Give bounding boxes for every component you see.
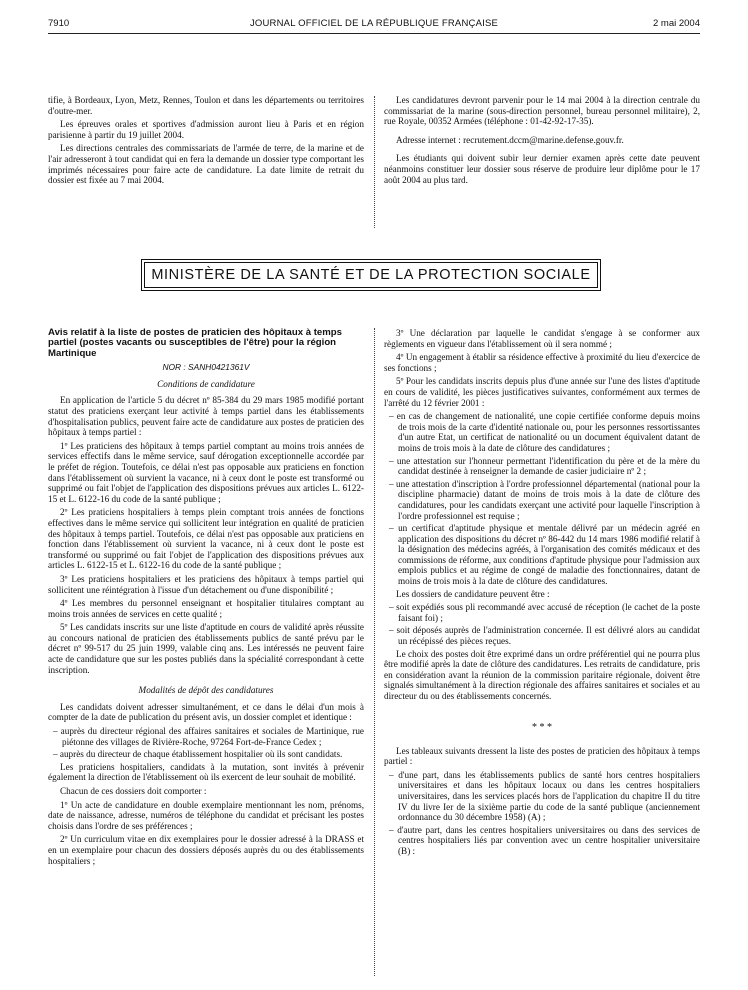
paragraph: En application de l'article 5 du décret nº 85-384 du 29 mars 1985 modifié portant statut des praticiens exerçant leur activité à temps partiel dans les établissements d'hospitalisation publics, peuvent faire acte de candidature aux postes de praticien des hôpitaux à temps partiel :: [48, 395, 364, 438]
paragraph: Les directions centrales des commissariats de l'armée de terre, de la marine et de l'air adresseront à tout candidat qui en fera la demande un dossier type comportant les imprimés nécessaires pour faire acte de candidature. La date limite de retrait du dossier est fixée au 7 mai 2004.: [48, 143, 364, 186]
condition-item: 3º Les praticiens hospitaliers et les praticiens des hôpitaux à temps partiel qui sollicitent une réintégration à l'issue d'un détachement ou d'une disponibilité ;: [48, 573, 364, 595]
dossier-item: 5º Pour les candidats inscrits depuis plus d'une année sur l'une des listes d'aptitude en cours de validité, les pièces justificatives suivantes, conformément aux termes de l'arrêté du 12 février 2001 :: [384, 376, 700, 408]
column-divider: [374, 328, 375, 976]
nor-reference: NOR : SANH0421361V: [162, 362, 250, 373]
paragraph: tifie, à Bordeaux, Lyon, Metz, Rennes, Toulon et dans les départements ou territoires d'outre-mer.: [48, 95, 364, 116]
condition-item: 4º Les membres du personnel enseignant et hospitalier titulaires comptant au moins trois années de services en cette qualité ;: [48, 598, 364, 619]
ministry-heading-box: [144, 262, 598, 288]
paragraph: Les candidatures devront parvenir pour le 14 mai 2004 à la direction centrale du commissariat de la marine (sous-direction personnel, bureau personnel militaire), 2, rue Royale, 00352 Armées (téléphone : 01-42-92-17-35).: [384, 95, 700, 127]
condition-item: 2º Les praticiens hospitaliers à temps plein comptant trois années de fonctions effectives dans le même service qui sollicitent leur intégration en qualité de praticien des hôpitaux à temps partiel. Toutefois, ce délai n'est pas opposable aux praticiens en fonction dans l'établissement où survient la vacance, ni à ceux dont le poste est transformé ou supprimé ou fait l'objet de l'application des dispositions prévues aux articles L. 6122-15 et L. 6122-16 du code de la santé publique ;: [48, 507, 364, 571]
notice-title: Avis relatif à la liste de postes de praticien des hôpitaux à temps partiel (postes vacants ou susceptibles de l'être) pour la région Martinique: [48, 327, 342, 359]
column-divider: [374, 96, 375, 228]
left-column: [48, 328, 364, 869]
issue-date: 2 mai 2004: [652, 18, 700, 29]
paragraph: Les tableaux suivants dressent la liste des postes de praticien des hôpitaux à temps partiel :: [384, 745, 700, 767]
list-item: – soit déposés auprès de l'administration concernée. Il est délivré alors au candidat un récépissé des pièces reçues.: [389, 625, 700, 647]
condition-item: 1º Les praticiens des hôpitaux à temps partiel comptant au moins trois années de services effectifs dans le même service, sauf dérogation exceptionnelle accordée par le préfet de région. Toutefois, ce délai n'est pas opposable aux praticiens en fonction dans l'établissement où survient la vacance, ni à ceux dont le poste est transformé ou supprimé ou fait l'objet de l'application des dispositions prévues aux articles L. 6122-15 et L. 6122-16 du code de la santé publique ;: [48, 440, 364, 504]
list-item: – en cas de changement de nationalité, une copie certifiée conforme depuis moins de trois mois de la carte d'identité nationale ou, pour les personnes ressortissantes d'un autre Etat, un certificat de nationalité ou un document équivalent datant de moins de trois mois à la date de clôture des candidatures ;: [389, 411, 700, 453]
paragraph: Le choix des postes doit être exprimé dans un ordre préférentiel qui ne pourra plus être modifié après la date de clôture des candidatures. Les retraits de candidature, pris en considération avant la réunion de la commission paritaire régionale, doivent être signalés simultanément à la direction régionale des affaires sanitaires et sociales et au directeur du ou des établissements concernés.: [384, 648, 700, 701]
list-item: – un certificat d'aptitude physique et mentale délivré par un médecin agréé en application des dispositions du décret nº 86-442 du 14 mars 1986 modifié relatif à la désignation des médecins agréés, à l'organisation des comités médicaux et des commissions de réforme, aux conditions d'aptitude physique pour l'admission aux emplois publics et au régime de congé de maladie des fonctionnaires, datant de moins de trois mois à la date de clôture des candidatures.: [389, 523, 700, 587]
paragraph: Les étudiants qui doivent subir leur dernier examen après cette date peuvent néanmoins constituer leur dossier sous réserve de produire leur diplôme pour le 17 août 2004 au plus tard.: [384, 153, 700, 185]
paragraph: Les candidats doivent adresser simultanément, et ce dans le délai d'un mois à compter de la date de publication du présent avis, un dossier complet et identique :: [48, 701, 364, 723]
dossier-item: 4º Un engagement à établir sa résidence effective à proximité du lieu d'exercice de ses fonctions ;: [384, 352, 700, 373]
list-item: – auprès du directeur de chaque établissement hospitalier où ils sont candidats.: [53, 749, 343, 760]
ministry-title: MINISTÈRE DE LA SANTÉ ET DE LA PROTECTION SOCIALE: [151, 267, 591, 283]
paragraph: Les dossiers de candidature peuvent être :: [396, 588, 550, 599]
header-rule: [48, 33, 700, 34]
list-item: – d'une part, dans les établissements publics de santé hors centres hospitaliers universitaires et dans les hôpitaux locaux ou dans les centres hospitaliers universitaires, dans les services placés hors de l'application du chapitre II du titre IV du livre Ier de la sixième partie du code de la santé publique (anciennement ordonnance du 30 décembre 1958) (A) ;: [389, 769, 700, 823]
page-header: [48, 18, 700, 32]
section-heading: Conditions de candidature: [157, 378, 255, 389]
journal-title: JOURNAL OFFICIEL DE LA RÉPUBLIQUE FRANÇAISE: [249, 18, 499, 29]
section-separator: * * *: [532, 721, 552, 733]
list-item: – une attestation d'inscription à l'ordre professionnel départemental (national pour la discipline pharmacie) datant de moins de trois mois à la date de clôture des candidatures, pour les candidats exerçant une activité pour laquelle l'inscription à l'ordre professionnel est requise ;: [389, 478, 700, 521]
right-column: [384, 328, 700, 859]
web-address: Adresse internet : recrutement.dccm@marine.defense.gouv.fr.: [396, 134, 624, 145]
section-heading: Modalités de dépôt des candidatures: [138, 685, 274, 696]
list-item: – auprès du directeur régional des affaires sanitaires et sociales de Martinique, rue piétonne des villages de Rivière-Roche, 97264 Fort-de-France Cedex ;: [53, 726, 364, 747]
condition-item: 5º Les candidats inscrits sur une liste d'aptitude en cours de validité après réussite au concours national de praticien des établissements publics de santé prévu par le décret nº 99-517 du 25 juin 1999, valable cinq ans. Les intéressés ne peuvent faire acte de candidature que sur les postes publiés dans la spécialité correspondant à cette inscription.: [48, 622, 364, 675]
paragraph: Les praticiens hospitaliers, candidats à la mutation, sont invités à prévenir également la direction de l'établissement où ils exercent de leur souhait de mobilité.: [48, 761, 364, 783]
list-item: – soit expédiés sous pli recommandé avec accusé de réception (le cachet de la poste faisant foi) ;: [389, 602, 700, 623]
paragraph: Chacun de ces dossiers doit comporter :: [60, 786, 207, 796]
list-item: – une attestation sur l'honneur permettant l'identification du père et de la mère du candidat destinée à renseigner la demande de casier judiciaire nº 2 ;: [389, 455, 700, 477]
paragraph: Les épreuves orales et sportives d'admission auront lieu à Paris et en région parisienne à partir du 19 juillet 2004.: [48, 119, 364, 140]
top-left-column: [48, 95, 364, 189]
dossier-item: 2º Un curriculum vitae en dix exemplaires pour le dossier adressé à la DRASS et en un exemplaire pour chacun des dossiers déposés auprès du ou des établissements hospitaliers ;: [48, 834, 364, 866]
dossier-item: 1º Un acte de candidature en double exemplaire mentionnant les nom, prénoms, date de naissance, adresse, numéros de téléphone du candidat et précisant les postes choisis dans l'ordre de ses préférences ;: [48, 799, 364, 831]
list-item: – d'autre part, dans les centres hospitaliers universitaires ou dans des services de centres hospitaliers liés par convention avec un centre hospitalier universitaire (B) :: [389, 824, 700, 856]
dossier-item: 3º Une déclaration par laquelle le candidat s'engage à se conformer aux règlements en vigueur dans l'établissement où il sera nommé ;: [384, 328, 700, 349]
page-number: 7910: [48, 18, 70, 29]
top-right-column: [384, 95, 700, 188]
